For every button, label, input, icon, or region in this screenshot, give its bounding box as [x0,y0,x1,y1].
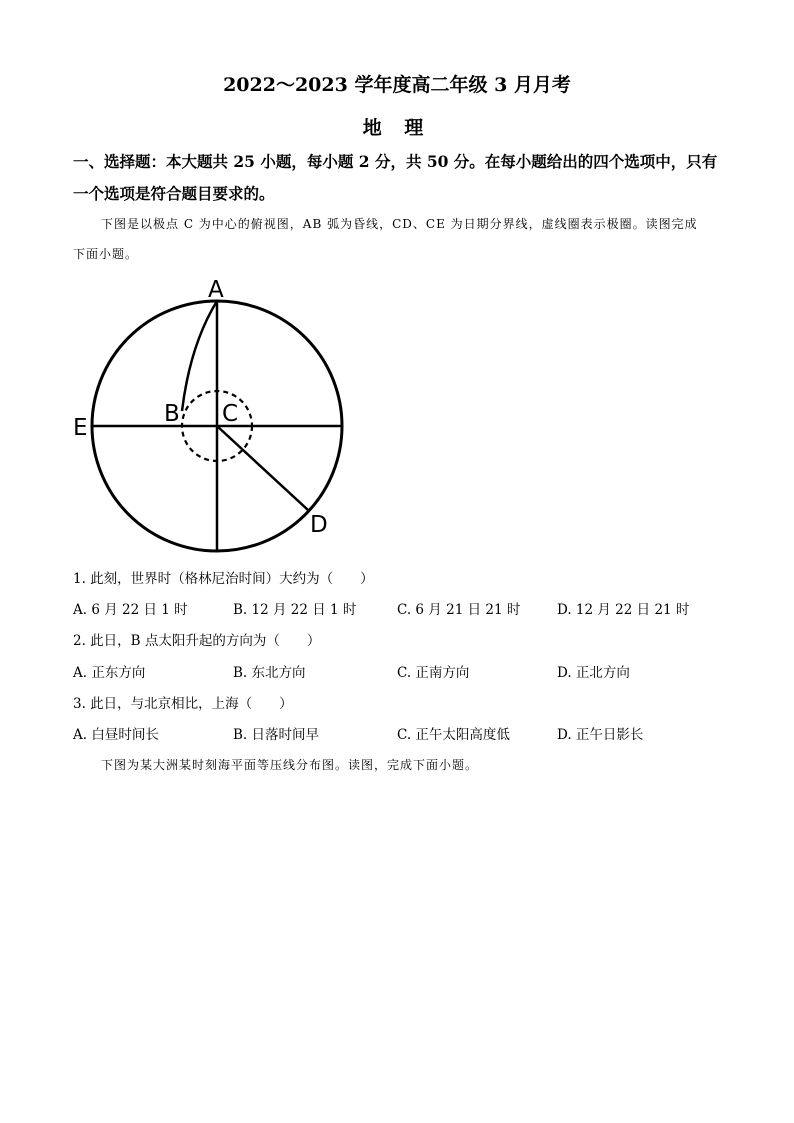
question-1-option-b: B. 12 月 22 日 1 时 [233,602,357,618]
question-1-option-a: A. 6 月 22 日 1 时 [73,602,188,618]
label-c: C [222,401,239,427]
section-heading-line-2: 一个选项是符合题目要求的。 [73,184,275,203]
question-2-option-d: D. 正北方向 [557,665,630,681]
question-3-option-c: C. 正午太阳高度低 [397,727,510,743]
question-3-option-a: A. 白昼时间长 [73,727,159,743]
question-3-option-d: D. 正午日影长 [557,727,644,743]
question-1-option-d: D. 12 月 22 日 21 时 [557,602,690,618]
question-2-option-c: C. 正南方向 [397,665,470,681]
cd-line [217,426,308,510]
polar-view-diagram [70,275,360,560]
question-1-option-c: C. 6 月 21 日 21 时 [397,602,521,618]
label-a: A [208,277,224,303]
question-2-stem: 2. 此日，B 点太阳升起的方向为（ ） [73,633,321,649]
label-b: B [164,401,180,427]
question-3-stem: 3. 此日，与北京相比，上海（ ） [73,696,293,712]
section-heading-line-1: 一、选择题：本大题共 25 小题，每小题 2 分，共 50 分。在每小题给出的四个选项中，只有 [73,152,718,171]
subject-title: 地 理 [362,117,432,139]
intro-text-2: 下图为某大洲某时刻海平面等压线分布图。读图，完成下面小题。 [101,758,479,772]
label-e: E [73,415,88,441]
question-1-stem: 1. 此刻，世界时（格林尼治时间）大约为（ ） [73,571,374,587]
label-d: D [310,512,328,538]
intro-text-line-1: 下图是以极点 C 为中心的俯视图，AB 弧为昏线，CD、CE 为日期分界线，虚线圈表示极圈。读图完成 [101,217,698,231]
intro-text-line-2: 下面小题。 [73,247,139,261]
question-2-option-a: A. 正东方向 [73,665,146,681]
question-3-option-b: B. 日落时间早 [233,727,320,743]
exam-title: 2022～2023 学年度高二年级 3 月月考 [223,74,571,96]
question-2-option-b: B. 东北方向 [233,665,306,681]
